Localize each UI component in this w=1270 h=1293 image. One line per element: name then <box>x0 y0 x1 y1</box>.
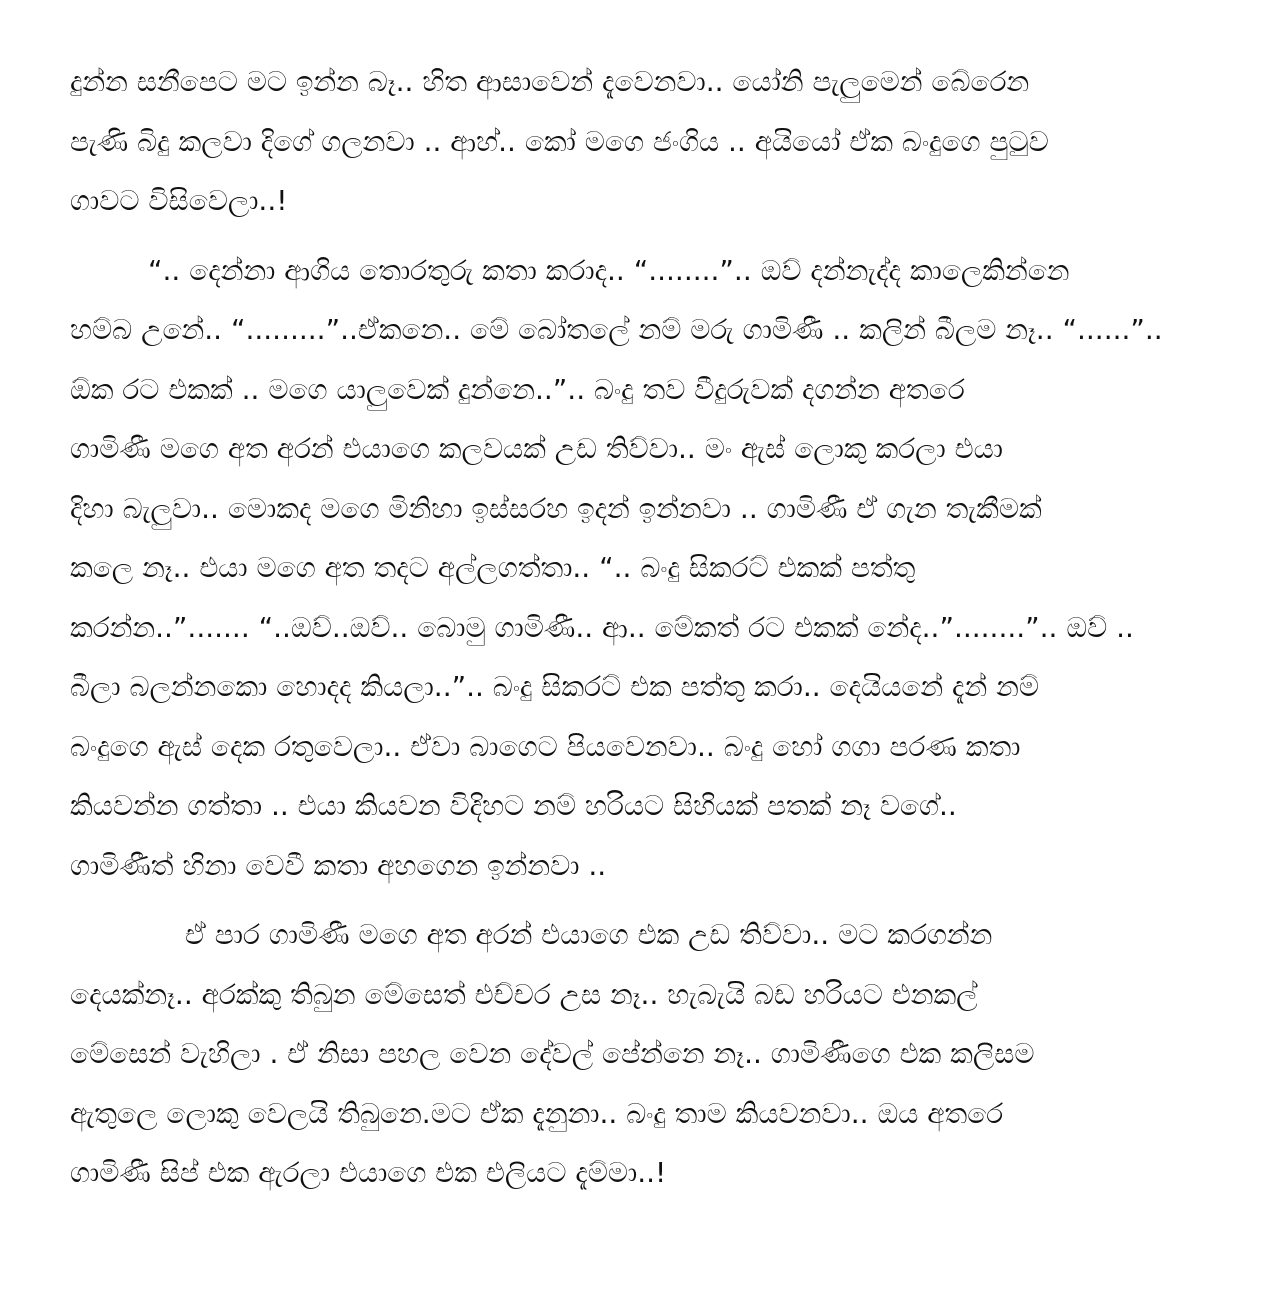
text-line: “.. දෙන්නා ආගිය තොරතුරු කතා කරාද.. “........”.. ඔව් දන්නැද්ද කාලෙකින්නෙ <box>148 253 1070 287</box>
text-line: බීලා බලන්නකො හොදද කියලා..”.. බංදු සිකරට් එක පත්තු කරා.. දෙයියනේ දැන් නම් <box>70 670 1039 703</box>
text-line: කියවන්න ගත්තා .. එයා කියවන විදිහට නම් හරියට සිහියක් පතක් නෑ වගේ.. <box>70 789 957 822</box>
text-line: ගාමිණී මගෙ අත අරන් එයාගෙ කලවයක් උඩ තිව්වා.. මං ඇස් ලොකු කරලා එයා <box>70 432 1003 465</box>
paragraph-3 <box>70 905 1200 1203</box>
text-line: පැණි බිදු කලවා දිගේ ගලනවා .. ආහ්.. කෝ මගෙ ජංගිය .. අයියෝ ඒක බංදුගෙ පුටුව <box>70 124 1049 158</box>
paragraph-2 <box>70 241 1200 896</box>
text-line: දුන්න සනීපෙට මට ඉන්න බෑ.. හිත ආසාවෙන් දැවෙනවා.. යෝනි පැලුමෙන් බේරෙන <box>70 65 1030 98</box>
text-line: ගාමිණී සිප් එක ඇරලා එයාගෙ එක එලියට දැම්මා..! <box>70 1156 667 1189</box>
text-line: හම්බ උනේ.. “.........”..ඒකනෙ.. මේ බෝතලේ නම් මරු ගාමිණී .. කලින් බීලම නෑ.. “......”.. <box>70 313 1163 346</box>
text-line: ඒ පාර ගාමිණී මගෙ අත අරන් එයාගෙ එක උඩ තිව්වා.. මට කරගන්න <box>185 918 993 951</box>
text-line: ඕක රට එකක් .. මගෙ යාලුවෙක් දුන්නෙ..”.. බංදු තව වීදුරුවක් දගන්න අතරෙ <box>70 372 965 406</box>
text-line: මේසෙන් වැහිලා . ඒ නිසා පහල වෙන දේවල් පේන්නෙ නෑ.. ගාමිණීගෙ එක කලිසම <box>70 1037 1035 1070</box>
text-line: ගාවට විසිවෙලා..! <box>70 184 288 217</box>
text-line: බංදුගෙ ඇස් දෙක රතුවෙලා.. ඒවා බාගෙට පියවෙනවා.. බංදු හෝ ගගා පරණ කතා <box>70 729 1021 763</box>
text-line: දෙයක්නෑ.. අරක්කු තිබුන මේසෙත් එච්චර උස නෑ.. හැබැයි බඩ හරියට එනකල් <box>70 977 978 1011</box>
text-line: ගාමිණීත් හිනා වෙවී කතා අහගෙන ඉන්නවා .. <box>70 848 607 882</box>
paragraph-1 <box>70 52 1200 231</box>
text-line: කරන්න..”....... “..ඔව්..ඔව්.. බොමු ගාමිණී.. ආ.. මේකත් රට එකක් නේද..”........”.. ඔව් .. <box>70 610 1134 644</box>
text-line: දිහා බැලුවා.. මොකද මගෙ මිනිහා ඉස්සරහ ඉදන් ඉන්නවා .. ගාමිණී ඒ ගැන තැකීමක් <box>70 491 1042 525</box>
text-line: ඇතුලෙ ලොකු වෙලයි තිබුනෙ.මට ඒක දැනුනා.. බංදු තාම කියවනවා.. ඔය අතරෙ <box>70 1096 1004 1130</box>
text-line: කලෙ නෑ.. එයා මගෙ අත තදට අල්ලගත්තා.. “.. බංදු සිකරට් එකක් පත්තු <box>70 551 916 584</box>
